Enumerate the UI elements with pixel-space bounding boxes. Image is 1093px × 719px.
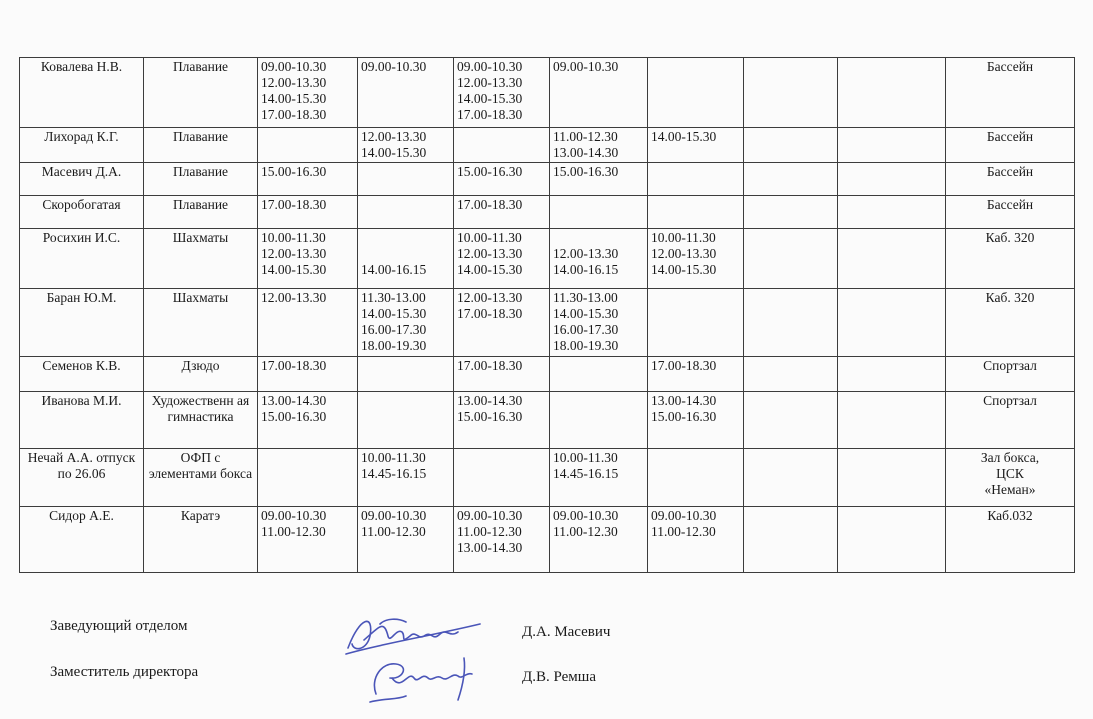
day-cell: [744, 392, 838, 449]
location-cell: [946, 289, 1075, 357]
time-slot: 16.00-17.30: [553, 322, 619, 337]
sport-name: Дзюдо: [144, 357, 258, 392]
deputy-title: Заместитель директора: [50, 664, 199, 680]
table-row: [20, 58, 1075, 128]
day-cell: [838, 357, 946, 392]
location-cell: [946, 196, 1075, 229]
location-line: Бассейн: [986, 164, 1034, 179]
trainer-name: Масевич Д.А.: [20, 163, 144, 196]
trainer-name: Сидор А.Е.: [20, 507, 144, 573]
day-cell: [550, 229, 648, 289]
day-cell: [838, 58, 946, 128]
sport-name: Плавание: [144, 128, 258, 163]
location-cell: [946, 392, 1075, 449]
time-slot: 10.00-11.30: [553, 450, 618, 465]
location-cell: [946, 507, 1075, 573]
location-line: Спортзал: [983, 393, 1037, 408]
day-cell: [454, 289, 550, 357]
day-cell: [358, 357, 454, 392]
day-cell: [358, 392, 454, 449]
time-slot: 09.00-10.30: [553, 59, 619, 74]
sport-name: Плавание: [144, 58, 258, 128]
day-cell: [258, 128, 358, 163]
day-cell: [550, 289, 648, 357]
day-cell: [744, 289, 838, 357]
day-cell: [550, 449, 648, 507]
time-slot: 14.00-15.30: [361, 306, 427, 321]
time-slot: 14.00-16.15: [361, 262, 427, 277]
day-cell: [550, 58, 648, 128]
time-slot: 09.00-10.30: [553, 508, 619, 523]
day-cell: [744, 449, 838, 507]
time-slot: 14.45-16.15: [361, 466, 427, 481]
table-row: [20, 163, 1075, 196]
time-slot: 14.00-15.30: [651, 129, 717, 144]
day-cell: [258, 449, 358, 507]
time-slot: 11.30-13.00: [553, 290, 618, 305]
head-title: Заведующий отделом: [50, 618, 188, 634]
day-cell: [744, 128, 838, 163]
day-cell: [744, 58, 838, 128]
day-cell: [358, 196, 454, 229]
time-slot: [361, 230, 450, 246]
day-cell: [550, 392, 648, 449]
day-cell: [454, 163, 550, 196]
day-cell: [454, 128, 550, 163]
head-name: Д.А. Масевич: [522, 624, 611, 640]
day-cell: [648, 229, 744, 289]
day-cell: [358, 289, 454, 357]
day-cell: [454, 507, 550, 573]
table-row: [20, 392, 1075, 449]
time-slot: 12.00-13.30: [261, 246, 327, 261]
time-slot: [361, 246, 450, 262]
day-cell: [454, 229, 550, 289]
day-cell: [258, 507, 358, 573]
time-slot: 12.00-13.30: [457, 290, 523, 305]
sport-name: Плавание: [144, 163, 258, 196]
location-cell: [946, 128, 1075, 163]
sport-name: Шахматы: [144, 289, 258, 357]
location-cell: [946, 449, 1075, 507]
trainer-name: Ковалева Н.В.: [20, 58, 144, 128]
day-cell: [648, 449, 744, 507]
time-slot: 14.00-16.15: [553, 262, 619, 277]
day-cell: [648, 392, 744, 449]
day-cell: [744, 163, 838, 196]
time-slot: 09.00-10.30: [457, 508, 523, 523]
sport-name: Плавание: [144, 196, 258, 229]
day-cell: [550, 507, 648, 573]
time-slot: 11.00-12.30: [553, 129, 618, 144]
time-slot: 09.00-10.30: [361, 59, 427, 74]
time-slot: 12.00-13.30: [651, 246, 717, 261]
location-cell: [946, 58, 1075, 128]
time-slot: 11.00-12.30: [457, 524, 522, 539]
time-slot: 14.00-15.30: [553, 306, 619, 321]
day-cell: [550, 196, 648, 229]
day-cell: [550, 163, 648, 196]
time-slot: 17.00-18.30: [261, 107, 327, 122]
time-slot: 17.00-18.30: [457, 358, 523, 373]
time-slot: 18.00-19.30: [361, 338, 427, 353]
sport-name: Каратэ: [144, 507, 258, 573]
time-slot: 14.00-15.30: [457, 91, 523, 106]
time-slot: 12.00-13.30: [361, 129, 427, 144]
time-slot: 14.00-15.30: [651, 262, 717, 277]
day-cell: [648, 289, 744, 357]
day-cell: [454, 449, 550, 507]
time-slot: 13.00-14.30: [651, 393, 717, 408]
location-line: ЦСК: [996, 466, 1024, 481]
day-cell: [838, 392, 946, 449]
day-cell: [838, 128, 946, 163]
day-cell: [358, 58, 454, 128]
day-cell: [838, 289, 946, 357]
time-slot: 13.00-14.30: [457, 540, 523, 555]
day-cell: [744, 357, 838, 392]
day-cell: [258, 58, 358, 128]
time-slot: 15.00-16.30: [651, 409, 717, 424]
location-cell: [946, 163, 1075, 196]
time-slot: 10.00-11.30: [651, 230, 716, 245]
time-slot: 13.00-14.30: [553, 145, 619, 160]
location-line: Каб.032: [987, 508, 1033, 523]
trainer-name: Баран Ю.М.: [20, 289, 144, 357]
time-slot: 14.00-15.30: [261, 262, 327, 277]
day-cell: [550, 128, 648, 163]
table-row: [20, 507, 1075, 573]
time-slot: 13.00-14.30: [261, 393, 327, 408]
day-cell: [258, 357, 358, 392]
location-line: «Неман»: [984, 482, 1036, 497]
day-cell: [454, 357, 550, 392]
location-line: Спортзал: [983, 358, 1037, 373]
day-cell: [454, 58, 550, 128]
day-cell: [838, 196, 946, 229]
time-slot: 11.00-12.30: [361, 524, 426, 539]
day-cell: [258, 229, 358, 289]
day-cell: [258, 392, 358, 449]
time-slot: 13.00-14.30: [457, 393, 523, 408]
time-slot: 15.00-16.30: [457, 164, 523, 179]
location-line: Зал бокса,: [980, 450, 1040, 465]
time-slot: 09.00-10.30: [361, 508, 427, 523]
table-row: [20, 449, 1075, 507]
location-line: Каб. 320: [985, 230, 1035, 245]
time-slot: 17.00-18.30: [261, 358, 327, 373]
sport-name: Художественн ая гимнастика: [144, 392, 258, 449]
day-cell: [744, 196, 838, 229]
time-slot: 15.00-16.30: [261, 409, 327, 424]
day-cell: [838, 229, 946, 289]
time-slot: 15.00-16.30: [457, 409, 523, 424]
day-cell: [648, 163, 744, 196]
trainer-name: Семенов К.В.: [20, 357, 144, 392]
trainer-name: Иванова М.И.: [20, 392, 144, 449]
day-cell: [648, 196, 744, 229]
sport-name: Шахматы: [144, 229, 258, 289]
time-slot: 10.00-11.30: [361, 450, 426, 465]
time-slot: 16.00-17.30: [361, 322, 427, 337]
day-cell: [358, 163, 454, 196]
day-cell: [838, 163, 946, 196]
day-cell: [258, 289, 358, 357]
time-slot: 11.00-12.30: [651, 524, 716, 539]
location-line: Каб. 320: [985, 290, 1035, 305]
day-cell: [454, 196, 550, 229]
time-slot: 15.00-16.30: [553, 164, 619, 179]
time-slot: 14.45-16.15: [553, 466, 619, 481]
time-slot: 17.00-18.30: [651, 358, 717, 373]
time-slot: 11.00-12.30: [261, 524, 326, 539]
day-cell: [744, 507, 838, 573]
day-cell: [838, 449, 946, 507]
time-slot: [553, 230, 644, 246]
location-line: Бассейн: [986, 129, 1034, 144]
time-slot: 09.00-10.30: [261, 59, 327, 74]
time-slot: 11.30-13.00: [361, 290, 426, 305]
location-cell: [946, 229, 1075, 289]
day-cell: [648, 128, 744, 163]
time-slot: 12.00-13.30: [457, 246, 523, 261]
day-cell: [258, 163, 358, 196]
time-slot: 10.00-11.30: [261, 230, 326, 245]
time-slot: 17.00-18.30: [261, 197, 327, 212]
table-row: [20, 289, 1075, 357]
time-slot: 17.00-18.30: [457, 306, 523, 321]
location-cell: [946, 357, 1075, 392]
table-row: [20, 128, 1075, 163]
time-slot: 15.00-16.30: [261, 164, 327, 179]
day-cell: [648, 58, 744, 128]
day-cell: [550, 357, 648, 392]
table-row: [20, 229, 1075, 289]
table-row: [20, 357, 1075, 392]
deputy-name: Д.В. Ремша: [522, 669, 596, 685]
time-slot: 09.00-10.30: [457, 59, 523, 74]
time-slot: 11.00-12.30: [553, 524, 618, 539]
time-slot: 17.00-18.30: [457, 107, 523, 122]
table-row: [20, 196, 1075, 229]
day-cell: [358, 507, 454, 573]
time-slot: 14.00-15.30: [261, 91, 327, 106]
sport-name: ОФП с элементами бокса: [144, 449, 258, 507]
time-slot: 12.00-13.30: [261, 75, 327, 90]
trainer-name: Нечай А.А. отпуск по 26.06: [20, 449, 144, 507]
time-slot: 17.00-18.30: [457, 197, 523, 212]
time-slot: 14.00-15.30: [361, 145, 427, 160]
time-slot: 12.00-13.30: [553, 246, 619, 261]
schedule-body: [20, 58, 1075, 573]
day-cell: [838, 507, 946, 573]
location-line: Бассейн: [986, 197, 1034, 212]
day-cell: [648, 357, 744, 392]
trainer-name: Лихорад К.Г.: [20, 128, 144, 163]
day-cell: [358, 449, 454, 507]
time-slot: 12.00-13.30: [261, 290, 327, 305]
schedule-table: [19, 57, 1075, 573]
day-cell: [648, 507, 744, 573]
time-slot: 12.00-13.30: [457, 75, 523, 90]
time-slot: 14.00-15.30: [457, 262, 523, 277]
day-cell: [744, 229, 838, 289]
day-cell: [358, 128, 454, 163]
day-cell: [454, 392, 550, 449]
location-line: Бассейн: [986, 59, 1034, 74]
time-slot: 09.00-10.30: [651, 508, 717, 523]
day-cell: [358, 229, 454, 289]
time-slot: 18.00-19.30: [553, 338, 619, 353]
trainer-name: Росихин И.С.: [20, 229, 144, 289]
deputy-signature: [362, 648, 502, 706]
time-slot: 10.00-11.30: [457, 230, 522, 245]
time-slot: 09.00-10.30: [261, 508, 327, 523]
day-cell: [258, 196, 358, 229]
trainer-name: Скоробогатая: [20, 196, 144, 229]
